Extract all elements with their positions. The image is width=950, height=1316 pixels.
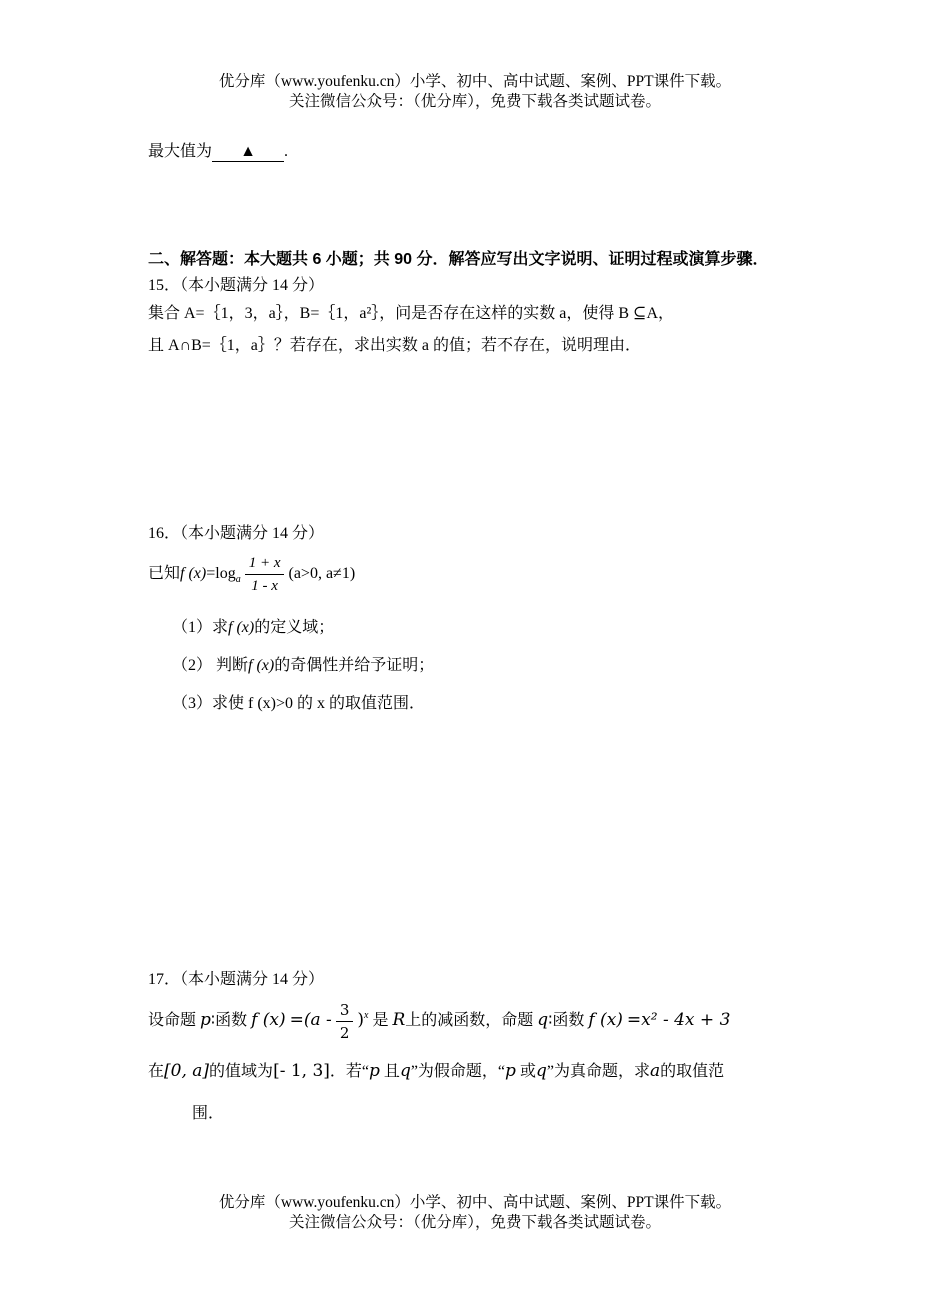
q17-fx: f (x) xyxy=(251,1010,286,1030)
header-line-2: 关注微信公众号：（优分库），免费下载各类试题试卷。 xyxy=(288,93,661,110)
q17-interval-2: [- 1, 3] xyxy=(273,1061,330,1081)
q15-line-1: 集合 A=｛1，3，a｝，B=｛1，a²｝，问是否存在这样的实数 a，使得 B ⊆A， xyxy=(148,305,675,322)
q17-l2-c: ．若“ xyxy=(329,1063,370,1080)
q16-part-1 xyxy=(172,614,334,637)
header-line-1: 优分库（www.youfenku.cn）小学、初中、高中试题、案例、PPT课件下载。 xyxy=(218,73,732,90)
footer-line-1: 优分库（www.youfenku.cn）小学、初中、高中试题、案例、PPT课件下载。 xyxy=(218,1194,732,1211)
section-title: 二、解答题：本大题共 6 小题；共 90 分．解答应写出文字说明、证明过程或演算步骤． xyxy=(148,251,769,268)
q17-colon-func2: ∶函数 xyxy=(548,1012,585,1029)
q17-l2-p2: p xyxy=(505,1061,516,1081)
q17-interval-1: [0, a] xyxy=(164,1061,210,1081)
q17-l2-b: 的值域为 xyxy=(209,1063,274,1080)
q16-p1-num: （1） xyxy=(172,619,213,636)
q17-l2-q2: q xyxy=(535,1061,547,1081)
q16-condition: (a>0, a≠1) xyxy=(288,565,356,582)
q17-l2-a: 在 xyxy=(148,1063,165,1080)
q17-q: q xyxy=(537,1010,549,1030)
q16-p1-fx: f (x) xyxy=(228,619,255,636)
q17-line-3: 围． xyxy=(192,1105,225,1122)
q17-l2-e: ”为假命题，“ xyxy=(410,1063,506,1080)
q16-fx: f (x) xyxy=(180,565,207,582)
q17-rhs: =x² - 4x + 3 xyxy=(626,1010,731,1030)
q17-line-1 xyxy=(148,992,730,1045)
q16-intro: 已知 xyxy=(148,565,181,582)
q15-header: 15．（本小题满分 14 分） xyxy=(148,277,325,294)
q17-line-2 xyxy=(148,1058,724,1081)
q17-l1-b: 是 xyxy=(372,1012,389,1029)
q17-frac-den: 2 xyxy=(339,1023,350,1042)
carryover-end: . xyxy=(284,143,289,160)
q17-l1-a: 设命题 xyxy=(148,1012,197,1029)
q16-fraction xyxy=(245,552,285,597)
q16-header: 16．（本小题满分 14 分） xyxy=(148,525,325,542)
q17-fx-2: f (x) xyxy=(588,1010,623,1030)
q16-frac-num: 1 + x xyxy=(245,552,285,575)
q16-p3-num: （3） xyxy=(172,695,213,712)
q17-exp: x xyxy=(364,1010,369,1021)
q17-l2-h: 的取值范 xyxy=(660,1063,725,1080)
q16-log: log xyxy=(215,565,236,582)
q16-p2-num: （2） xyxy=(172,657,213,674)
q16-p2-post: 的奇偶性并给予证明； xyxy=(274,657,435,674)
blank-triangle-icon: ▲ xyxy=(240,143,256,160)
q16-definition xyxy=(148,550,355,604)
q16-p1-post: 的定义域； xyxy=(254,619,335,636)
q17-l2-a-var: a xyxy=(649,1061,661,1081)
carryover-line xyxy=(148,138,288,162)
q17-eq-close: ) xyxy=(357,1010,364,1030)
q17-l2-q: q xyxy=(399,1061,411,1081)
q16-eq: = xyxy=(206,565,216,582)
q16-part-3 xyxy=(172,690,425,713)
q17-l2-p: p xyxy=(369,1061,380,1081)
carryover-text: 最大值为 xyxy=(148,143,213,160)
q17-l2-f: 或 xyxy=(519,1063,536,1080)
q17-fraction xyxy=(336,999,354,1044)
q17-header: 17．（本小题满分 14 分） xyxy=(148,971,325,988)
q17-eq-a: =(a - xyxy=(289,1010,332,1030)
q16-p1-pre: 求 xyxy=(212,619,229,636)
q15-line-2: 且 A∩B=｛1，a｝？若存在，求出实数 a 的值；若不存在，说明理由． xyxy=(148,337,642,354)
q17-l2-g: ”为真命题，求 xyxy=(546,1063,650,1080)
q17-frac-num: 3 xyxy=(336,999,354,1022)
q17-l1-c: 上的减函数，命题 xyxy=(405,1012,534,1029)
q17-l2-d: 且 xyxy=(383,1063,400,1080)
answer-blank xyxy=(212,143,284,162)
q16-p2-fx: f (x) xyxy=(248,657,275,674)
q17-p: p xyxy=(200,1010,211,1030)
q16-p2-pre: 判断 xyxy=(212,657,249,674)
q16-part-2 xyxy=(172,652,434,675)
q17-R: R xyxy=(392,1010,406,1030)
q17-colon-func: ∶函数 xyxy=(210,1012,248,1029)
q16-p3-text: 求使 f (x)>0 的 x 的取值范围． xyxy=(212,695,426,712)
q16-frac-den: 1 - x xyxy=(251,577,278,594)
q16-log-base: a xyxy=(235,574,241,585)
footer-line-2: 关注微信公众号：（优分库），免费下载各类试题试卷。 xyxy=(288,1214,661,1231)
